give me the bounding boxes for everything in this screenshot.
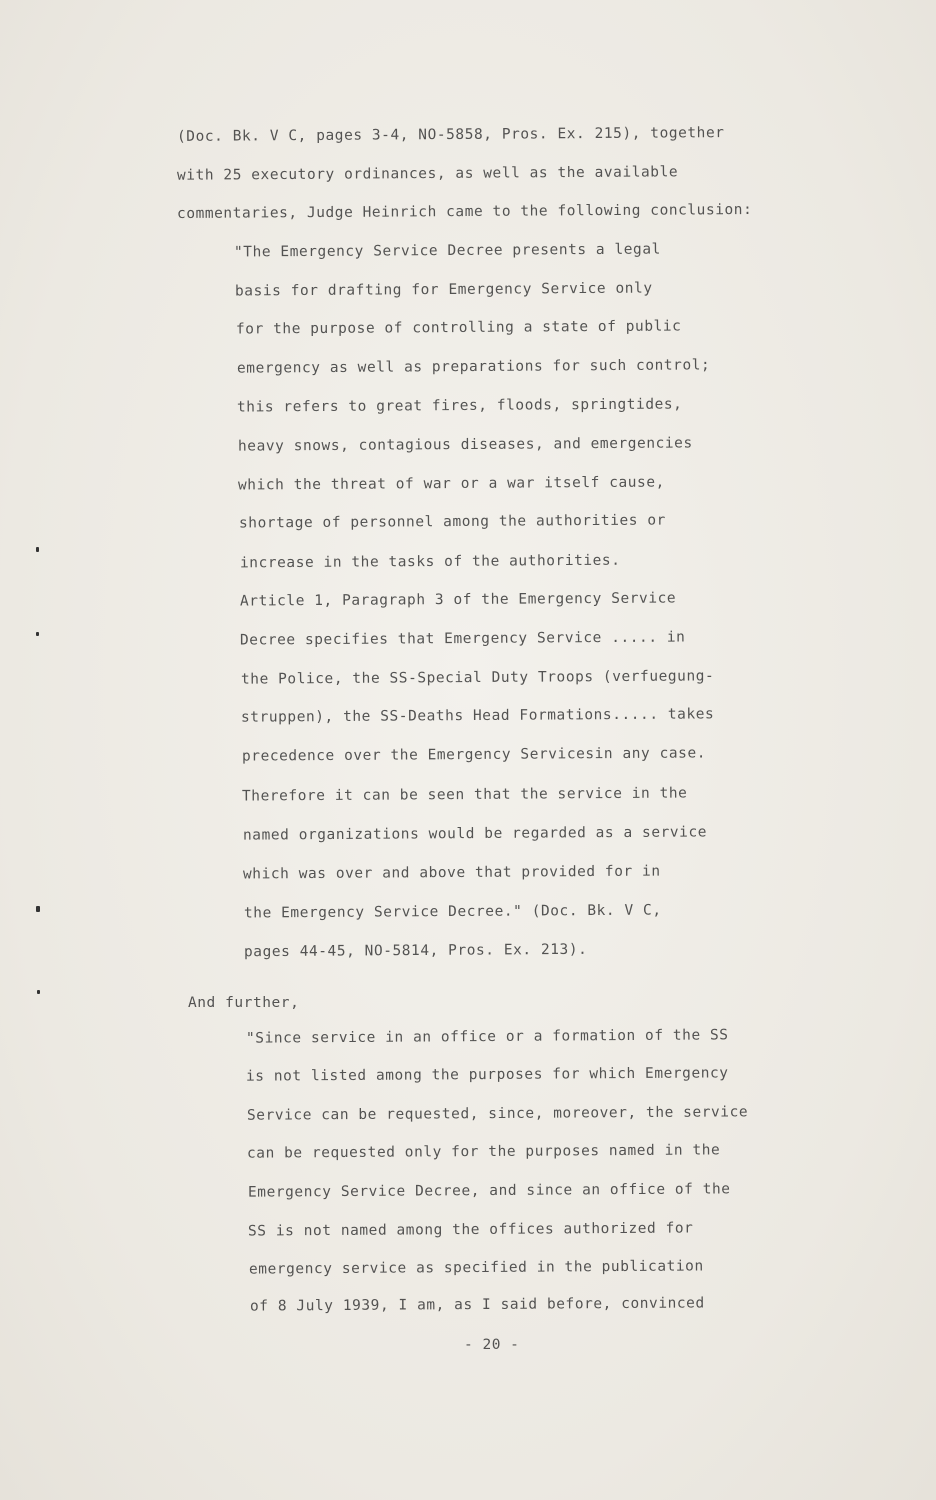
transition-text: And further, [188, 995, 300, 1011]
quote-2-line: Emergency Service Decree, and since an office of the [247, 1181, 731, 1201]
intro-line: commentaries, Judge Heinrich came to the following conclusion: [176, 201, 753, 223]
quote-1-line: Decree specifies that Emergency Service ..... in [239, 629, 686, 649]
quote-2-line: emergency service as specified in the publication [248, 1258, 704, 1278]
quote-2-line: can be requested only for the purposes named in the [246, 1142, 721, 1162]
quote-1-line: basis for drafting for Emergency Service only [234, 280, 653, 300]
quote-2-line: Service can be requested, since, moreover, the service [246, 1104, 749, 1124]
margin-mark [36, 906, 40, 912]
quote-1-line: Article 1, Paragraph 3 of the Emergency Service [239, 590, 677, 610]
page-number: - 20 - [464, 1337, 520, 1353]
quote-2-line: of 8 July 1939, I am, as I said before, convinced [249, 1295, 705, 1315]
quote-2-line: SS is not named among the offices authorized for [247, 1220, 694, 1240]
quote-1-line: emergency as well as preparations for such control; [236, 357, 711, 377]
quote-1-line: for the purpose of controlling a state of public [235, 318, 682, 338]
quote-1-line: "The Emergency Service Decree presents a legal [233, 241, 661, 261]
quote-1-line: pages 44-45, NO-5814, Pros. Ex. 213). [243, 941, 588, 961]
quote-1-line: increase in the tasks of the authorities. [239, 552, 621, 572]
quote-1-line: named organizations would be regarded as a service [242, 824, 708, 844]
quote-1-line: which was over and above that provided for in [242, 863, 661, 883]
margin-mark [36, 547, 39, 552]
quote-1-line: shortage of personnel among the authorities or [238, 512, 666, 532]
margin-mark [36, 632, 39, 636]
quote-1-line: the Police, the SS-Special Duty Troops (verfuegung- [240, 668, 715, 688]
quote-1-line: heavy snows, contagious diseases, and emergencies [237, 435, 693, 455]
quote-1-line: Therefore it can be seen that the service in the [241, 785, 688, 805]
quote-2-line: is not listed among the purposes for which Emergency [245, 1065, 729, 1085]
quote-1-line: this refers to great fires, floods, springtides, [236, 396, 683, 416]
quote-1-line: which the threat of war or a war itself cause, [237, 474, 665, 494]
intro-line: with 25 executory ordinances, as well as the available [176, 164, 679, 184]
quote-1-line: precedence over the Emergency Servicesin any case. [241, 745, 707, 765]
quote-2-line: "Since service in an office or a formation of the SS [245, 1027, 729, 1047]
quote-1-line: the Emergency Service Decree." (Doc. Bk. V C, [243, 902, 662, 922]
quote-1-line: struppen), the SS-Deaths Head Formations..... takes [240, 706, 715, 726]
intro-line: (Doc. Bk. V C, pages 3-4, NO-5858, Pros. Ex. 215), together [176, 125, 725, 145]
margin-mark [37, 990, 40, 994]
